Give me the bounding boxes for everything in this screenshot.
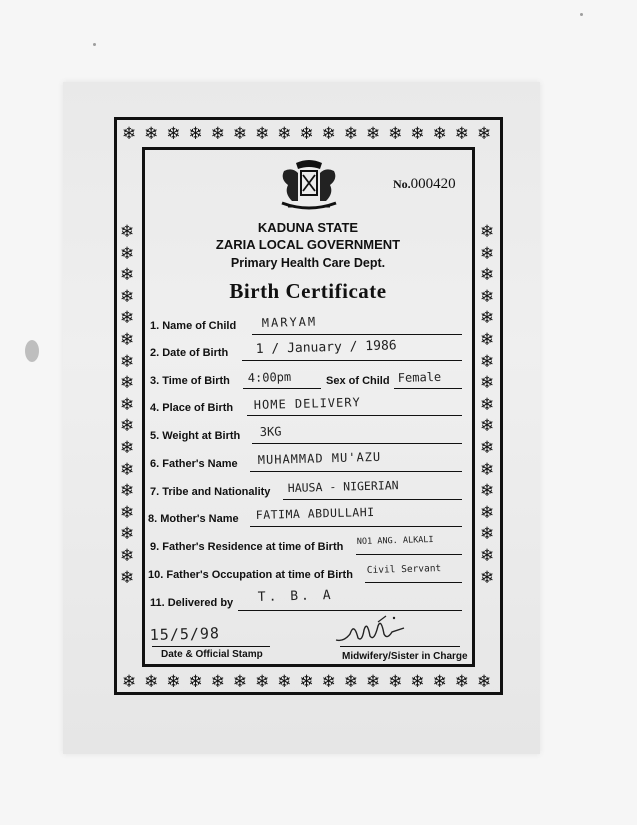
field-line [243,388,321,389]
snowflake-ornament-icon: ❄ [366,124,381,143]
field-label-text: 4. Place of Birth [150,402,234,414]
stamp-label: Date & Official Stamp [161,649,263,660]
snowflake-ornament-icon: ❄ [255,124,270,143]
snowflake-ornament-icon: ❄ [479,286,495,306]
field-value-place-of-birth: HOME DELIVERY [253,395,361,412]
signature-label: Midwifery/Sister in Charge [342,651,468,662]
snowflake-ornament-icon: ❄ [119,243,135,263]
scan-smudge [25,340,39,362]
field-value-fathers-occupation: Civil Servant [366,563,442,576]
snowflake-ornament-icon: ❄ [432,672,447,691]
certificate-title: Birth Certificate [229,279,387,303]
snowflake-ornament-icon: ❄ [232,124,248,143]
snowflake-ornament-icon: ❄ [144,672,159,691]
snowflake-ornament-icon: ❄ [479,351,495,371]
field-value-time-of-birth: 4:00pm [247,369,292,385]
field-label-weight-at-birth: 5. Weight at Birth [150,430,241,442]
snowflake-ornament-icon: ❄ [454,672,470,691]
field-line [252,334,462,335]
field-value-sex-of-child: Female [397,369,442,385]
scan-dot [580,13,583,16]
snowflake-ornament-icon: ❄ [479,222,495,241]
snowflake-ornament-icon: ❄ [343,124,359,143]
field-value-weight-at-birth: 3KG [259,424,282,439]
field-line [242,360,462,361]
snowflake-ornament-icon: ❄ [119,524,135,544]
snowflake-border-left [116,221,138,588]
field-line [247,415,462,416]
serial-number [393,176,456,193]
field-label-name-of-child: 1. Name of Child [150,320,237,332]
snowflake-ornament-icon: ❄ [343,672,359,691]
snowflake-ornament-icon: ❄ [121,672,137,691]
snowflake-border-right [476,221,498,588]
snowflake-ornament-icon: ❄ [479,265,495,285]
snowflake-ornament-icon: ❄ [479,545,495,565]
snowflake-ornament-icon: ❄ [119,308,135,328]
snowflake-ornament-icon: ❄ [479,459,495,479]
snowflake-ornament-icon: ❄ [119,329,135,349]
snowflake-ornament-icon: ❄ [479,481,495,501]
stamp-date-value: 15/5/98 [149,624,221,644]
snowflake-ornament-icon: ❄ [119,481,135,501]
field-line [365,582,462,583]
snowflake-ornament-icon: ❄ [255,672,270,691]
field-line [250,471,462,472]
snowflake-ornament-icon: ❄ [299,124,314,143]
state-heading: KADUNA STATE [257,220,359,235]
snowflake-ornament-icon: ❄ [119,502,135,522]
snowflake-ornament-icon: ❄ [410,124,425,143]
field-label-delivered-by: 11. Delivered by [150,597,234,609]
snowflake-ornament-icon: ❄ [479,308,495,328]
field-label-fathers-occupation: 10. Father's Occupation at time of Birth [148,569,353,581]
snowflake-ornament-icon: ❄ [321,672,336,691]
field-label-fathers-name: 6. Father's Name [150,458,238,470]
snowflake-ornament-icon: ❄ [119,416,135,436]
field-label-date-of-birth: 2. Date of Birth [150,347,229,359]
snowflake-ornament-icon: ❄ [210,672,225,691]
field-line [356,554,462,555]
snowflake-ornament-icon: ❄ [119,222,135,241]
snowflake-ornament-icon: ❄ [232,672,248,691]
snowflake-ornament-icon: ❄ [479,567,495,587]
snowflake-ornament-icon: ❄ [479,329,495,349]
snowflake-ornament-icon: ❄ [119,351,135,371]
field-label-tribe-and-nationality: 7. Tribe and Nationality [150,486,271,498]
field-line [250,526,462,527]
snowflake-ornament-icon: ❄ [119,545,135,565]
snowflake-ornament-icon: ❄ [166,672,181,691]
field-value-date-of-birth: 1 / January / 1986 [255,338,397,357]
field-value-fathers-residence: NO1 ANG. ALKALI [356,534,434,547]
snowflake-ornament-icon: ❄ [479,394,495,414]
snowflake-ornament-icon: ❄ [188,672,203,691]
field-label-place-of-birth [150,402,233,414]
snowflake-ornament-icon: ❄ [119,394,135,414]
field-label-fathers-residence: 9. Father's Residence at time of Birth [150,541,344,553]
snowflake-ornament-icon: ❄ [479,502,495,522]
snowflake-ornament-icon: ❄ [476,124,492,143]
field-value-delivered-by: T. B. A [257,588,334,605]
snowflake-ornament-icon: ❄ [166,124,181,143]
snowflake-ornament-icon: ❄ [388,672,403,691]
snowflake-border-top [118,125,495,142]
handwritten-signature [334,612,406,646]
snowflake-ornament-icon: ❄ [432,124,447,143]
field-line [252,443,462,444]
field-label-mothers-name: 8. Mother's Name [148,513,239,525]
snowflake-border-bottom [118,673,495,690]
snowflake-ornament-icon: ❄ [121,124,137,143]
field-line [394,388,462,389]
field-value-name-of-child: MARYAM [261,314,318,330]
snowflake-ornament-icon: ❄ [277,672,292,691]
scan-dot [93,43,96,46]
stamp-line [152,646,270,647]
snowflake-ornament-icon: ❄ [388,124,403,143]
snowflake-ornament-icon: ❄ [410,672,425,691]
snowflake-ornament-icon: ❄ [188,124,203,143]
snowflake-ornament-icon: ❄ [479,524,495,544]
snowflake-ornament-icon: ❄ [299,672,314,691]
snowflake-ornament-icon: ❄ [277,124,292,143]
signature-line [340,646,460,647]
field-label-time-of-birth: 3. Time of Birth [150,375,230,387]
snowflake-ornament-icon: ❄ [476,672,492,691]
snowflake-ornament-icon: ❄ [479,243,495,263]
field-value-tribe-and-nationality: HAUSA - NIGERIAN [287,478,399,495]
snowflake-ornament-icon: ❄ [119,373,135,393]
snowflake-ornament-icon: ❄ [119,567,135,587]
local-government-heading: ZARIA LOCAL GOVERNMENT [215,237,401,252]
serial-prefix: No. [393,177,411,191]
field-line [238,610,462,611]
coat-of-arms-emblem [274,157,344,215]
field-label-sex-of-child: Sex of Child [326,375,390,387]
snowflake-ornament-icon: ❄ [119,459,135,479]
snowflake-ornament-icon: ❄ [210,124,225,143]
snowflake-ornament-icon: ❄ [119,286,135,306]
snowflake-ornament-icon: ❄ [479,437,495,457]
department-heading: Primary Health Care Dept. [230,256,386,270]
snowflake-ornament-icon: ❄ [479,373,495,393]
snowflake-ornament-icon: ❄ [454,124,470,143]
field-value-mothers-name: FATIMA ABDULLAHI [255,504,375,522]
field-line [283,499,462,500]
field-value-fathers-name: MUHAMMAD MU'AZU [257,449,382,467]
snowflake-ornament-icon: ❄ [119,265,135,285]
snowflake-ornament-icon: ❄ [321,124,336,143]
snowflake-ornament-icon: ❄ [144,124,159,143]
snowflake-ornament-icon: ❄ [119,437,135,457]
snowflake-ornament-icon: ❄ [479,416,495,436]
snowflake-ornament-icon: ❄ [366,672,381,691]
serial-value: 000420 [410,176,456,192]
